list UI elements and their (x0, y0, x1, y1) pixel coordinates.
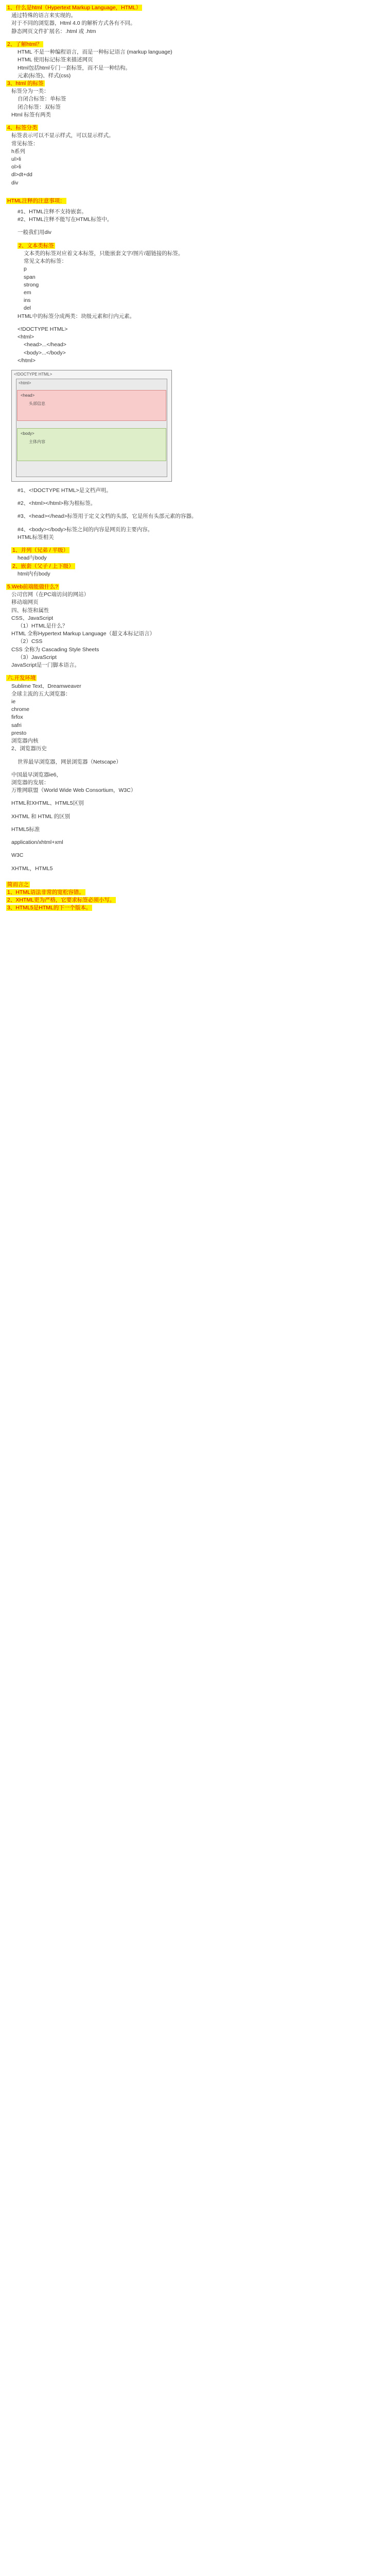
section-6-tag: del (24, 305, 31, 312)
section-6-title (6, 242, 369, 250)
section-5-title (6, 197, 369, 205)
section-11-title (6, 674, 369, 682)
section-8-item: #3、<head></head>标签用于定义文档的头部，它是所有头部元素的容器。 (18, 513, 197, 520)
section-10-line: CSS 全称为 Cascading Style Sheets (11, 646, 99, 653)
section-2-line: Html包括html专门一套标签，而不是一种结构。 (18, 64, 131, 71)
section-6-intro: 文本类的标签对应着文本标签，只能嵌套文字/图片/超链接的标签。 (24, 250, 184, 257)
section-11-browser: presto (11, 730, 27, 736)
section-11-line: 全球主流的五大浏览器： (11, 690, 71, 697)
diagram-head-label: <head> (21, 393, 35, 398)
section-5-item: #2、HTML注释不能写在HTML标签中。 (18, 216, 113, 223)
section-6-tag: strong (24, 281, 39, 288)
section-6-label: 常见文本的标签： (24, 258, 67, 265)
section-9-item: head与body (18, 555, 47, 562)
section-1-title (6, 4, 369, 12)
summary-item (6, 896, 369, 904)
section-5-tail: 一般我们用div (18, 229, 51, 236)
section-8-tail: HTML标签相关 (18, 534, 54, 540)
section-10-title (6, 583, 369, 591)
section-8-item: #4、<body></body>标签之间的内容是网页的主要内容。 (18, 526, 153, 533)
code-line: <html> (18, 334, 34, 341)
summary-item (6, 889, 369, 896)
summary-title-text: 简而言之 (7, 881, 29, 888)
section-6-note: HTML中的标签分成两类：块级元素和行内元素。 (18, 313, 135, 319)
section-6-title-text: 2、文本类标签 (19, 242, 54, 249)
section-9-item-text: 2、嵌套（父子 / 上下级） (12, 563, 74, 569)
section-6-tag: p (24, 266, 27, 273)
section-10-line: 公司官网（在PC端访问的网站） (11, 591, 90, 598)
diagram-head-text: 头部信息 (29, 401, 45, 406)
diagram-html-label: <html> (19, 380, 31, 385)
section-12-line: XHTML，HTML5 (11, 865, 53, 872)
section-12-line: HTML和XHTML、HTML5区别 (11, 800, 84, 807)
section-5-title-text: HTML注释的注意事项： (7, 197, 65, 204)
section-1-line: 静态网页文件扩展名：.html 或 .htm (11, 28, 96, 35)
section-6-tag: ins (24, 297, 31, 304)
section-9-item-text: 1、并列（兄弟 / 平级） (12, 547, 69, 554)
section-10-line: JavaScript是一门脚本语言。 (11, 662, 80, 669)
section-11-line: 世界最早浏览器，网景浏览器（Netscape） (18, 758, 121, 765)
section-6-tag: span (24, 274, 36, 280)
section-10-line: （2）CSS (18, 638, 43, 645)
section-3-line: 自闭合标签：单标签 (18, 96, 66, 103)
section-4-line: ul>li (11, 156, 21, 162)
section-4-line: dl>dt+dd (11, 172, 32, 178)
section-4-line: h系列 (11, 148, 25, 155)
section-3-line: 闭合标签：双标签 (18, 104, 61, 110)
section-12-line: HTML5标准 (11, 826, 40, 833)
section-11-browser: firfox (11, 714, 23, 721)
section-4-line: 标签表示可以不显示样式，可以显示样式。 (11, 132, 114, 139)
summary-item-text: 3、HTML5是HTML的下一个版本。 (7, 905, 92, 911)
section-8-item: #2、<html></html>称为根标签。 (18, 500, 96, 507)
section-2-title-text: 2、了解html？ (7, 41, 42, 47)
diagram-body-box (17, 428, 166, 461)
section-11-browser: ie (11, 699, 16, 705)
diagram-head-box (17, 390, 166, 421)
code-line: <body>...</body> (24, 349, 66, 356)
section-12-line: XHTML 和 HTML 的区别 (11, 813, 71, 820)
section-11-line: Sublime Text、Dreamweaver (11, 683, 81, 689)
section-8-item: #1、<!DOCTYPE HTML>是文档声明。 (18, 487, 112, 494)
diagram-body-label: <body> (21, 431, 34, 436)
section-4-title (6, 124, 369, 132)
section-3-line: 标签分为一类： (11, 88, 49, 95)
section-10-line: （1）HTML是什么？ (18, 623, 68, 630)
section-6-tag: em (24, 290, 31, 296)
section-4-line: 常见标签： (11, 140, 39, 147)
section-10-line: （3）JavaScript (18, 654, 57, 660)
section-2-line: 元素(标签)、样式(css) (18, 72, 71, 79)
section-11-line: 万维网联盟（World Wide Web Consortium，W3C） (11, 787, 136, 794)
section-10-line: HTML 全称Hypertext Markup Language（超文本标记语言） (11, 631, 155, 637)
summary-item-text: 1、HTML语法非常的宽松容错。 (7, 889, 84, 895)
section-2-line: HTML 不是一种编程语言，而是一种标记语言 (markup language) (18, 49, 172, 56)
section-12-line: W3C (11, 852, 24, 859)
section-11-line: 浏览器内核 (11, 738, 39, 744)
diagram-body-text: 主体内容 (29, 439, 45, 444)
summary-title (6, 881, 369, 889)
section-10-line: CSS、JavaScript (11, 615, 54, 621)
section-3-title-text: 3、html 的标签 (7, 80, 44, 87)
section-4-line: ol>li (11, 164, 21, 171)
code-line: <head>...</head> (24, 342, 66, 348)
section-5-item: #1、HTML注释不支持嵌套。 (18, 209, 87, 215)
section-11-line: 2、浏览器历史 (11, 745, 47, 752)
section-1-line: 通过特殊的语言来实现的。 (11, 12, 76, 19)
section-4-line: div (11, 179, 19, 186)
section-1-line: 对于不同的浏览器，Html 4.0 的解析方式各有不同。 (11, 20, 136, 27)
code-line: </html> (18, 357, 36, 364)
section-10-line: 四、标签和属性 (11, 607, 49, 614)
section-2-title (6, 41, 369, 48)
section-11-line: 浏览器的发展： (11, 779, 49, 786)
section-2-line: HTML 使用标记标签来描述网页 (18, 57, 93, 63)
document-page (0, 0, 384, 912)
html-structure-diagram (11, 370, 172, 482)
section-4-title-text: 4、标签分类 (7, 125, 38, 131)
section-10-line: 移动端网页 (11, 599, 39, 606)
section-11-browser: chrome (11, 706, 30, 713)
section-10-title-text: 5.Web前端能做什么? (7, 583, 58, 590)
summary-item (6, 904, 369, 912)
section-11-line: 中国最早浏览器ie6， (11, 771, 62, 778)
code-line: <!DOCTYPE HTML> (18, 326, 68, 332)
section-3-line: Html 标签有两类 (11, 111, 51, 118)
section-11-title-text: 六.开发环境 (7, 675, 36, 682)
section-9-item: html内有body (18, 570, 50, 577)
section-9-item (6, 563, 369, 570)
section-1-title-text: 1、什么是html（Hypertext Markup Language，HTML） (7, 5, 142, 11)
diagram-doctype-label: <!DOCTYPE HTML> (14, 371, 53, 377)
summary-block (6, 881, 369, 912)
section-11-browser: safri (11, 722, 22, 728)
section-12-line: application/xhtml+xml (11, 839, 63, 846)
section-3-title (6, 80, 369, 88)
section-9-item (6, 547, 369, 554)
summary-item-text: 2、XHTML更为严格，它要求标签必须小写。 (7, 897, 115, 904)
